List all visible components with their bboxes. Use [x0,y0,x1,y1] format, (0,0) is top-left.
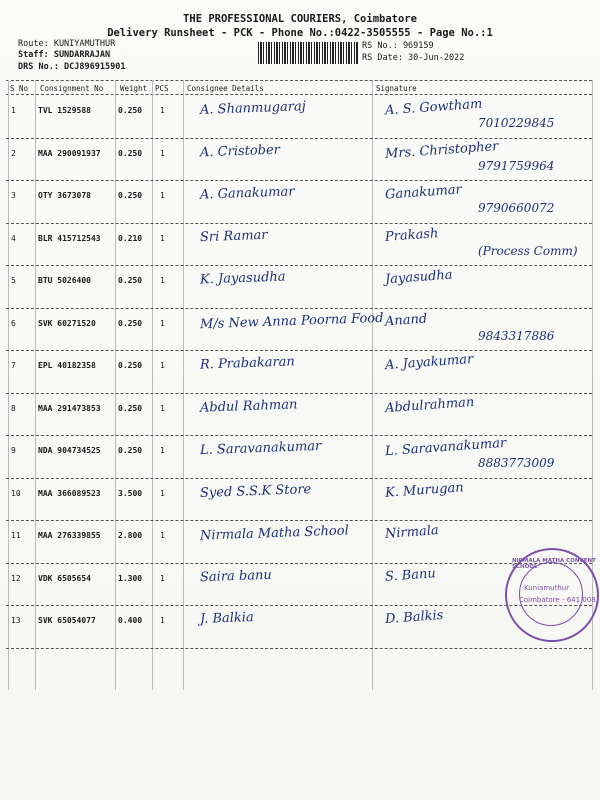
consignment-number: MAA 366089523 [38,488,101,498]
table-row [0,351,600,394]
pieces-count: 1 [160,148,165,158]
weight-value: 0.250 [118,361,143,370]
signature: Abdulrahman [384,394,475,416]
pieces-count: 1 [160,318,165,328]
company-title: THE PROFESSIONAL COURIERS, Coimbatore [183,13,417,25]
table-row [0,139,600,182]
consignee-name: Syed S.S.K Store [199,481,312,501]
consignee-name: K. Jayasudha [199,269,286,288]
weight-value: 0.210 [118,233,143,243]
consignee-name: M/s New Anna Poorna Food [199,310,384,332]
receiver-phone: 8883773009 [478,456,555,470]
pieces-count: 1 [160,403,165,413]
serial-number: 4 [11,233,16,243]
col-weight: Weight [120,84,148,93]
receiver-phone: (Process Comm) [478,243,578,258]
table-row [0,224,600,267]
consignment-number: SVK 60271520 [38,318,96,328]
pieces-count: 1 [160,446,165,455]
seal-inner-ring [519,562,583,626]
col-sno: S No [10,84,29,93]
signature: Mrs. Christopher [384,138,499,162]
pieces-count: 1 [160,361,165,370]
serial-number: 11 [11,531,21,540]
table-row [0,309,600,352]
weight-value: 0.250 [118,148,143,158]
serial-number: 6 [11,318,16,328]
consignment-number: VDK 6505654 [38,573,91,583]
row-divider [6,648,592,649]
runsheet-title: Delivery Runsheet - PCK - Phone No.:0422-3505555 - Page No.:1 [107,27,493,39]
serial-number: 9 [11,446,16,455]
serial-number: 8 [11,403,16,413]
consignee-name: A. Cristober [199,142,281,160]
consignment-number: EPL 40182358 [38,361,96,370]
receiver-phone: 9843317886 [478,328,555,343]
consignment-number: NDA 904734525 [38,446,101,455]
barcode [258,42,358,64]
pieces-count: 1 [160,233,165,243]
header-top-rule [6,80,592,81]
weight-value: 0.250 [118,276,143,285]
consignee-name: Saira banu [199,567,272,585]
rs-date: RS Date: 30-Jun-2022 [362,53,465,63]
seal-text: NIRMALA MATHA CONVENT SCHOOL [512,558,596,570]
consignment-number: BTU 5026400 [38,276,91,285]
school-seal [505,548,599,642]
serial-number: 2 [11,148,16,158]
pieces-count: 1 [160,191,165,200]
pieces-count: 1 [160,616,165,625]
weight-value: 0.250 [118,191,143,200]
route-label: Route: KUNIYAMUTHUR [18,39,116,49]
col-signature: Signature [376,84,417,93]
receiver-phone: 9790660072 [478,201,555,215]
receiver-phone: 9791759964 [478,158,555,173]
consignment-number: MAA 291473853 [38,403,101,413]
table-row [0,436,600,479]
serial-number: 5 [11,276,16,285]
table-row [0,521,600,564]
pieces-count: 1 [160,276,165,285]
signature: Anand [384,311,428,329]
serial-number: 3 [11,191,16,200]
weight-value: 3.500 [118,488,143,498]
pieces-count: 1 [160,573,165,583]
consignee-name: J. Balkia [199,610,254,627]
signature: A. S. Gowtham [384,96,483,119]
table-row [0,96,600,139]
consignee-name: Abdul Rahman [199,396,298,416]
table-row [0,181,600,224]
weight-value: 0.250 [118,106,143,115]
table-row [0,394,600,437]
consignee-name: A. Shanmugaraj [199,99,307,118]
signature: L. Saravanakumar [384,435,507,460]
signature: A. Jayakumar [384,351,474,374]
weight-value: 0.250 [118,318,143,328]
col-consignee: Consignee Details [187,84,264,93]
weight-value: 1.300 [118,573,143,583]
pieces-count: 1 [160,488,165,498]
signature: Nirmala [384,523,440,542]
col-pcs: PCS [155,84,169,93]
consignment-number: SVK 65054077 [38,616,96,625]
weight-value: 0.250 [118,446,143,455]
serial-number: 1 [11,106,16,115]
signature: Prakash [384,225,439,245]
rs-number: RS No.: 969159 [362,41,434,51]
table-row [0,266,600,309]
receiver-phone: 7010229845 [478,116,555,130]
serial-number: 10 [11,488,21,498]
table-row [0,479,600,522]
weight-value: 2.800 [118,531,143,540]
drs-number: DRS No.: DCJ896915901 [18,62,126,72]
consignee-name: A. Ganakumar [199,184,295,203]
consignment-number: OTY 3673078 [38,191,91,200]
consignee-name: R. Prabakaran [199,354,296,373]
signature: S. Banu [384,565,437,585]
col-consignment: Consignment No [40,84,104,93]
signature: D. Balkis [384,607,444,628]
pieces-count: 1 [160,106,165,115]
seal-city: Coimbatore - 641 008 [519,596,596,604]
pieces-count: 1 [160,531,165,540]
consignment-number: MAA 290091937 [38,148,101,158]
serial-number: 7 [11,361,16,370]
consignee-name: Nirmala Matha School [199,523,349,544]
consignment-number: TVL 1529588 [38,106,91,115]
serial-number: 13 [11,616,21,625]
staff-label: Staff: SUNDARRAJAN [18,50,111,60]
signature: K. Murugan [384,479,465,501]
serial-number: 12 [11,573,21,583]
consignee-name: Sri Ramar [199,227,268,245]
signature: Ganakumar [384,182,463,203]
header-bottom-rule [6,94,592,95]
consignee-name: L. Saravanakumar [199,438,322,459]
consignment-number: MAA 276339855 [38,531,101,540]
consignment-number: BLR 415712543 [38,233,101,243]
seal-place: Kuniamuthur [524,584,570,592]
weight-value: 0.400 [118,616,143,625]
weight-value: 0.250 [118,403,143,413]
signature: Jayasudha [384,267,453,288]
